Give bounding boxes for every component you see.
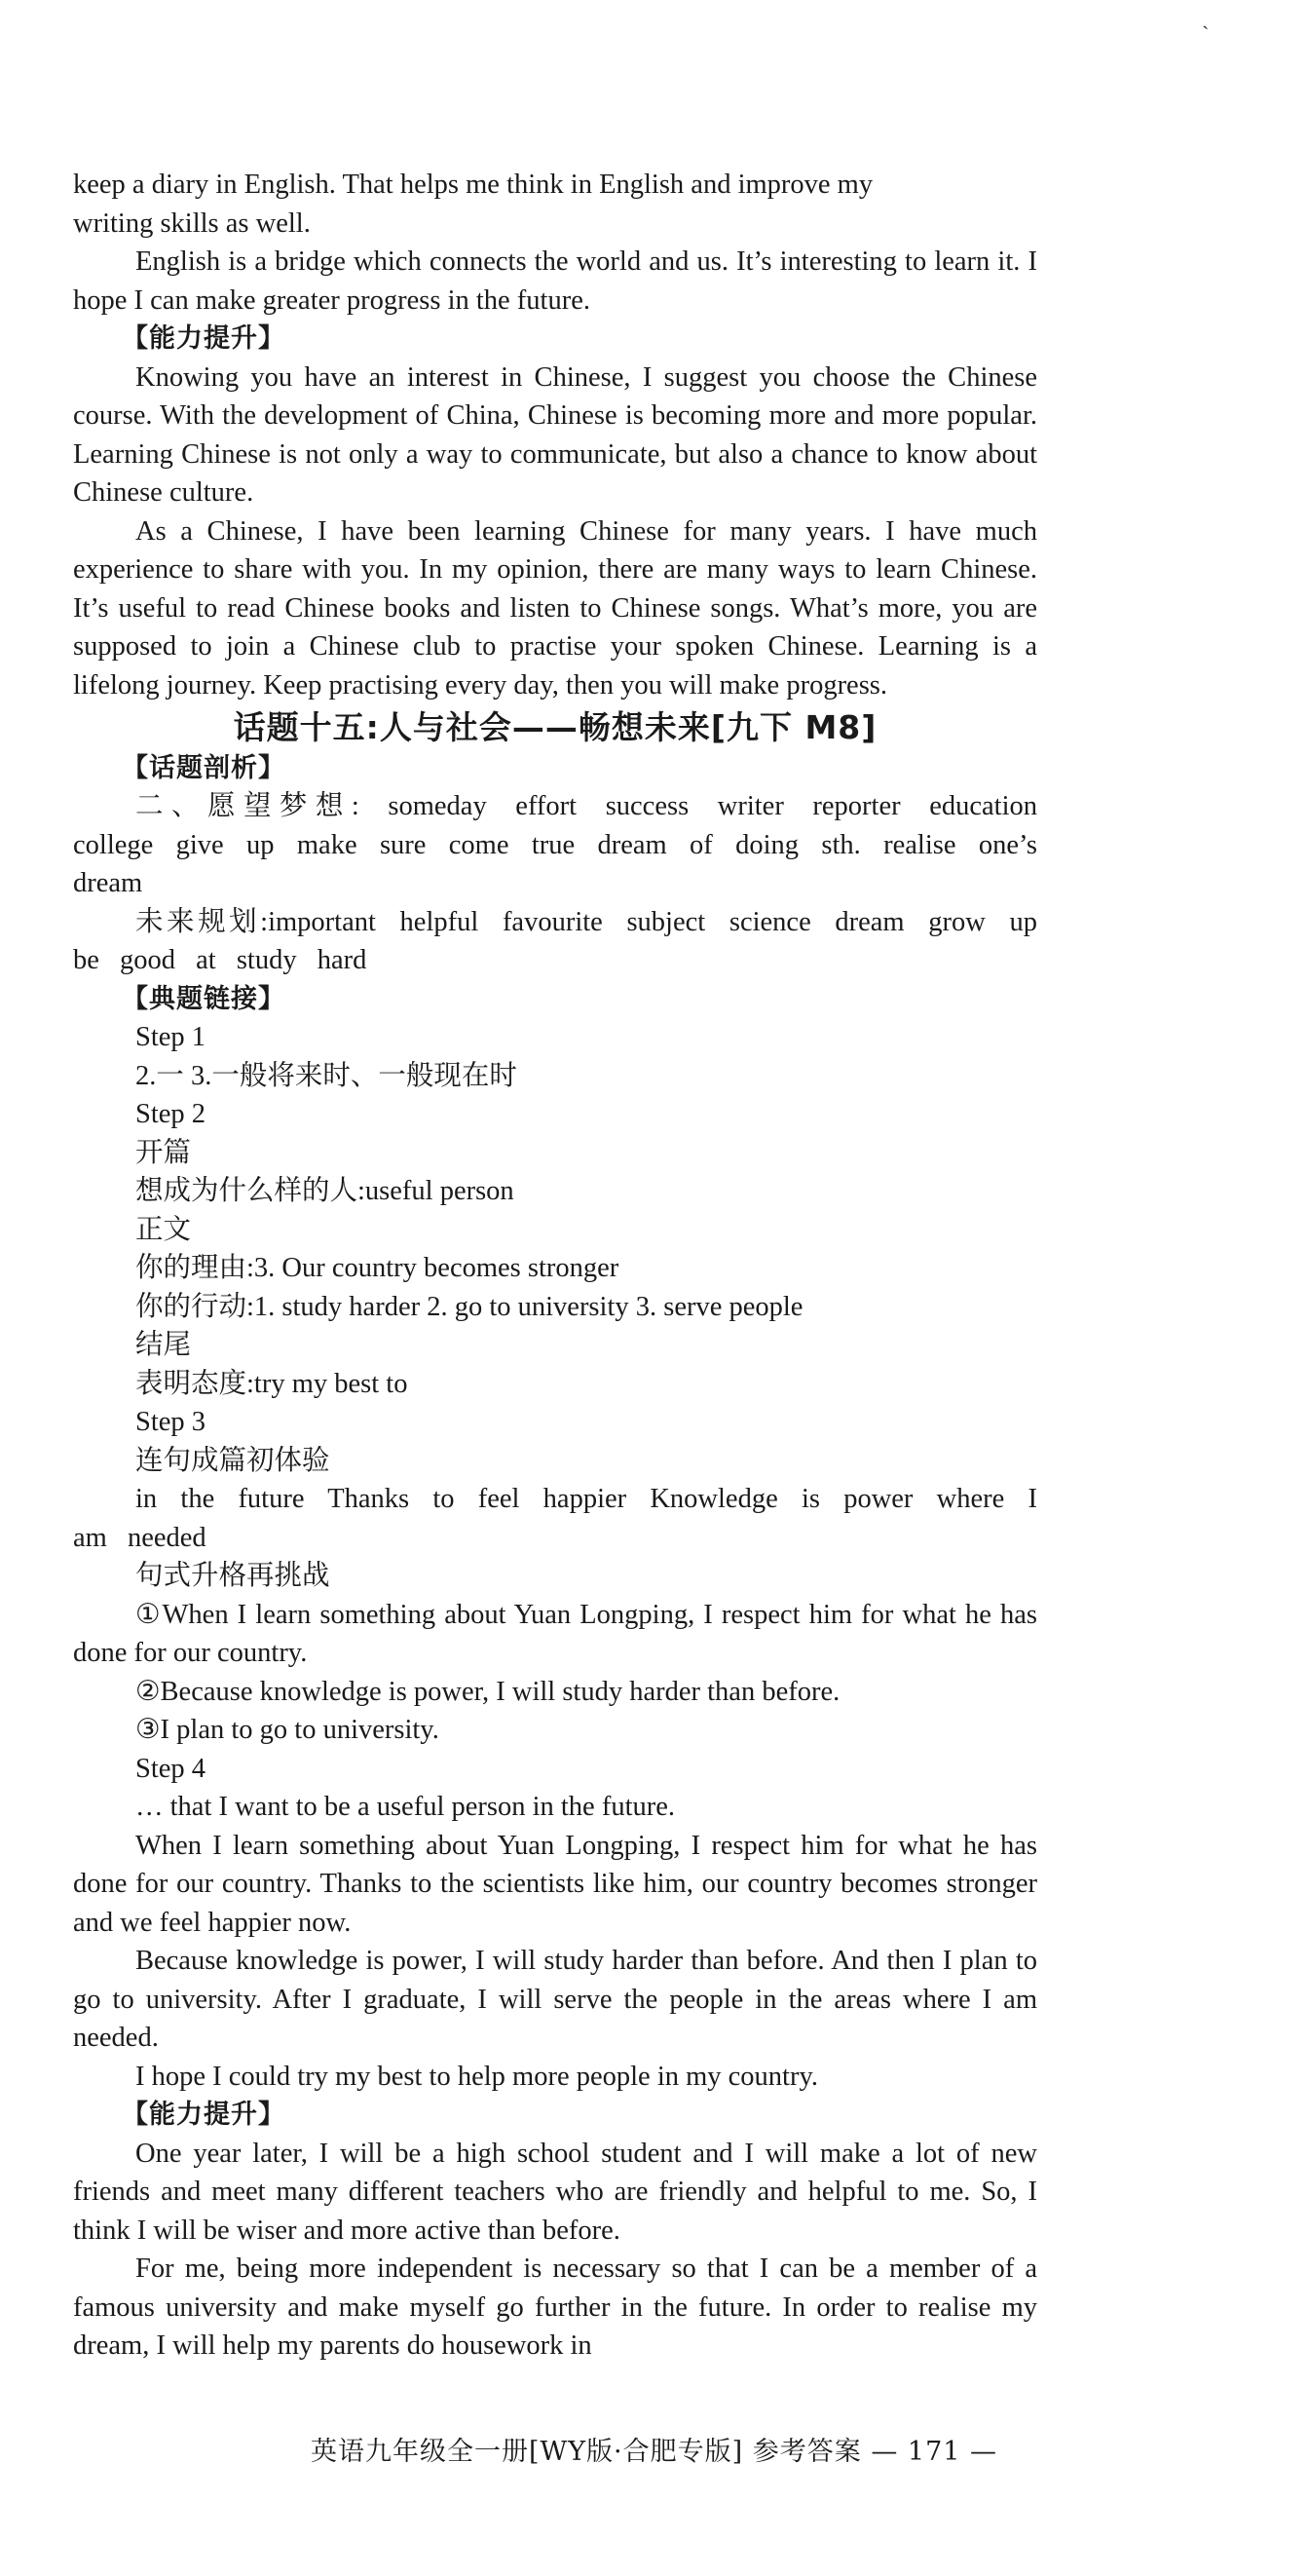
step4-label: Step 4 bbox=[135, 1753, 206, 1784]
ability-heading-1: 【能力提升】 bbox=[122, 323, 285, 354]
connect-label: 连句成篇初体验 bbox=[135, 1445, 330, 1476]
reason-item: 你的理由:3. Our country becomes stronger bbox=[135, 1253, 619, 1283]
actions-item: 你的行动:1. study harder 2. go to university 3. serve people bbox=[135, 1291, 803, 1322]
upgrade-sentence-1: ①When I learn something about Yuan Longping, I respect him for what he has done for our country. bbox=[73, 1599, 1037, 1668]
step1-answer: 2.一 3.一般将来时、一般现在时 bbox=[135, 1060, 517, 1091]
analysis-wishes: 二、愿望梦想: someday effort success writer reporter education college give up make sure come true dream of doing sth. realise one’s dream bbox=[73, 791, 1037, 898]
opening-item: 想成为什么样的人:useful person bbox=[135, 1176, 514, 1206]
attitude-item: 表明态度:try my best to bbox=[135, 1368, 408, 1399]
ability2-paragraph-1: One year later, I will be a high school student and I will make a lot of new friends and meet many different teachers who are friendly and helpful to me. So, I think I will be wiser and more active than before. bbox=[73, 2138, 1037, 2246]
essay-paragraph-2: Because knowledge is power, I will study harder than before. And then I plan to go to university. After I graduate, I will serve the people in the areas where I am needed. bbox=[73, 1946, 1037, 2053]
intro-tail-paragraph: English is a bridge which connects the world and us. It’s interesting to learn it. I hope I can make greater progress in the future. bbox=[73, 246, 1037, 316]
ability1-paragraph-2: As a Chinese, I have been learning Chinese for many years. I have much experience to share with you. In my opinion, there are many ways to learn Chinese. It’s useful to read Chinese books and listen to Chinese songs. What’s more, you are supposed to join a Chinese club to practise your spoken Chinese. Learning is a lifelong journey. Keep practising every day, then you will make progress. bbox=[73, 515, 1037, 701]
analysis-plans: 未来规划:important helpful favourite subject science dream grow up be good at study hard bbox=[73, 906, 1037, 975]
answer-page bbox=[73, 166, 1037, 2366]
essay-paragraph-3: I hope I could try my best to help more people in my country. bbox=[135, 2061, 818, 2092]
topic-title: 话题十五:人与社会——畅想未来[九下 M8] bbox=[233, 708, 878, 746]
page-footer: 英语九年级全一册[WY版·合肥专版] 参考答案 — 171 — bbox=[310, 2437, 998, 2467]
intro-tail-line2: writing skills as well. bbox=[73, 208, 311, 239]
ability-heading-2: 【能力提升】 bbox=[122, 2100, 285, 2130]
upgrade-label: 句式升格再挑战 bbox=[135, 1561, 330, 1591]
upgrade-sentence-3: ③I plan to go to university. bbox=[135, 1715, 439, 1745]
ability1-paragraph-1: Knowing you have an interest in Chinese, I suggest you choose the Chinese course. With the development of China, Chinese is becoming more and more popular. Learning Chinese is not only a way to communicate, but also a chance to know about Chinese culture. bbox=[73, 361, 1037, 508]
step1-label: Step 1 bbox=[135, 1022, 206, 1052]
step2-label: Step 2 bbox=[135, 1099, 206, 1129]
step4-lead: … that I want to be a useful person in the future. bbox=[135, 1792, 676, 1822]
corner-mark: ` bbox=[1202, 21, 1210, 46]
ending-label: 结尾 bbox=[135, 1330, 192, 1360]
analysis-heading: 【话题剖析】 bbox=[122, 752, 285, 783]
body-label: 正文 bbox=[135, 1214, 192, 1245]
connect-words: in the future Thanks to feel happier Knowledge is power where I am needed bbox=[73, 1484, 1037, 1553]
essay-paragraph-1: When I learn something about Yuan Longping, I respect him for what he has done for our country. Thanks to the scientists like him, our country becomes stronger and we feel happier now. bbox=[73, 1830, 1037, 1938]
intro-tail-line1: keep a diary in English. That helps me think in English and improve my bbox=[73, 170, 874, 200]
opening-label: 开篇 bbox=[135, 1137, 192, 1168]
ability2-paragraph-2: For me, being more independent is necessary so that I can be a member of a famous university and make myself go further in the future. In order to realise my dream, I will help my parents do housework in bbox=[73, 2254, 1037, 2361]
upgrade-sentence-2: ②Because knowledge is power, I will study harder than before. bbox=[135, 1676, 841, 1707]
links-heading: 【典题链接】 bbox=[122, 983, 285, 1014]
step3-label: Step 3 bbox=[135, 1407, 206, 1437]
